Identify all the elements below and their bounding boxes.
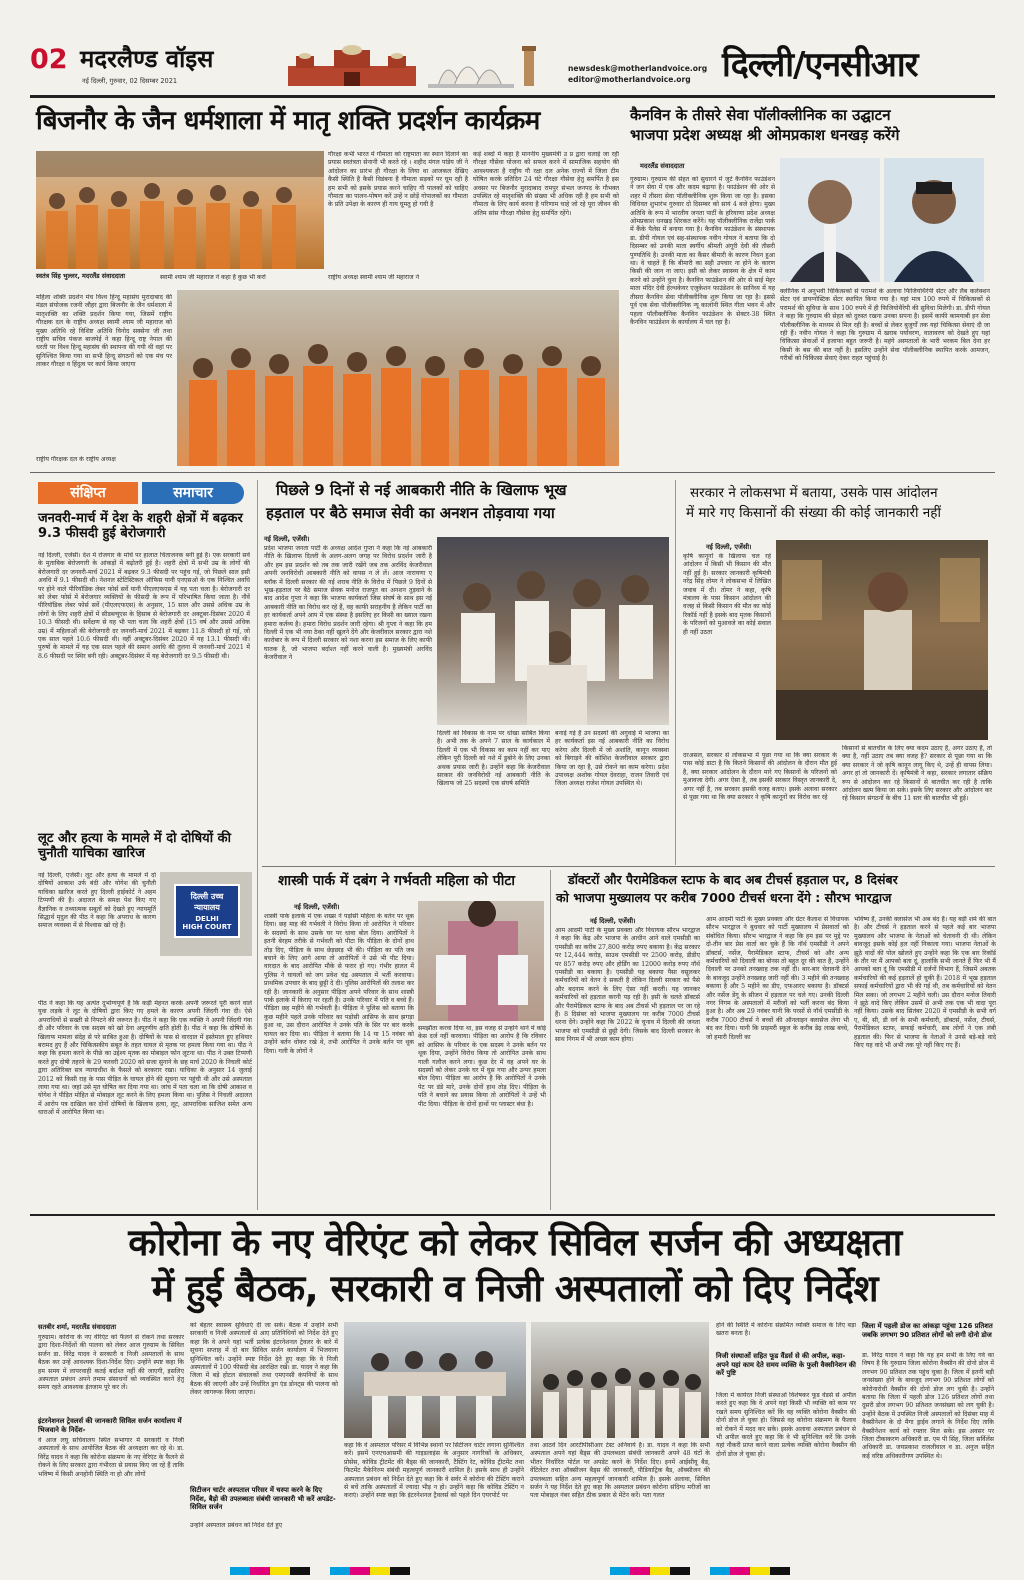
- lead-col2b: उन्होंने अस्पताल प्रबंधन को निर्देश देते हुए: [190, 1522, 283, 1529]
- brief-text-2a: नई दिल्ली, एजेंसी। लूट और हत्या के मामले में दो दोषियों आकाश उर्फ बंदी और योगेश की चुनौती याचिका खारिज करते हुए दिल्ली हाईकोर्ट ने अहम टिप्पणी की है। अदालत के समक्ष पेश किए गए वैज्ञानिक व तथ्यात्मक सबूतों को देखते हुए न्यायमूर्ति सिद्धार्थ मृदुल की पीठ ने कहा कि अपराध के कारण समाज व्यवस्था में से विश्वास खो रहे हैं।: [38, 872, 156, 930]
- story5-photo: [418, 901, 544, 1021]
- story1-photo-caption: स्वामी श्याम जी महाराज ने कहा है कुछ भी करो: [160, 274, 266, 281]
- page-number: 02: [30, 44, 68, 75]
- lead-sub4: जिला में पहली डोज का आंकड़ा पहुंचा 126 प्रतिशत जबकि लगभग 90 प्रतिशत लोगों को लगी दोनो डोज: [862, 1322, 993, 1339]
- story4-photo: [776, 540, 988, 740]
- lead-col1: गुरुग्राम। कोरोना के नए वेरिएंट को फैलने से रोकने तथा सरकार द्वारा दिशा-निर्देशों की पालना को लेकर आज गुरुग्राम के सिविल सर्जन डा. विरेंद्र यादव ने सरकारी व निजी अस्पतालों के साथ बैठक कर उन्हें आवश्यक दिशा-निर्देश दिए। उन्होंने स्पष्ट कहा कि हम समय में लापरवाही कतई बर्दाश्त नहीं की जाएगी, इसलिए अस्पताल प्रबंधन अपने तमाम संसाधनों को व्यवस्थित करने हेतु समय रहते आवश्यक इंतजाम पूरे कर लें।: [38, 1334, 184, 1392]
- divider-2: [262, 866, 995, 867]
- story1-byline: स्वतंत्र सिंह भुल्लर, मदरलैंड संवाददाता: [36, 272, 126, 280]
- story1-col2: कड़े शब्दों में कहा है माननीय मुख्यमंत्री उ प्र द्वारा चलाई जा रही गौरक्षा गौसेवा योजना को सफल करने में सामाजिक सहयोग की आवश्यकता है राष्ट्रीय गौ रक्षा दल अनेक राज्यों में जिला टीम घोषित करके प्रतिदिन 24 घंटे गौरक्षा गौसेवा हेतु समर्पित है इस अवसर पर बिजनौर मुरादाबाद रामपुर संभल जनपद के गौभक्त उपस्थित रहे मातृशक्ति की संख्या भी अधिक रही है हम सभी को गौमाता के लिए कार्य करना है परिणाम चाहे जो रहे पूरा जीवन की अंतिम सांस गौरक्षा गौसेवा हेतु समर्पित रहेंगे।: [473, 151, 619, 217]
- registration-bar: [230, 1560, 790, 1568]
- story6-col1: आम आदमी पार्टी के मुख्य प्रवक्ता और विधायक सौरभ भारद्वाज ने कहा कि केंद्र और भाजपा के आधीन आने वाले एमसीडी का एमसीडी का करीब 27,800 करोड़ रुपए बकाया है। केंद्र सरकार पर 12,444 करोड़, साउथ एमसीडी पर 2500 करोड़, डीडीए पर 857 करोड़ रुपए और होर्डिंग का 12000 करोड़ रुपए नॉर्थ एमसीडी का बकाया है। एमसीडी यह बकाया पैसा वसूलकर कर्मचारियों को वेतन दे सकती है लेकिन दिल्ली सरकार को पैसे और बदनाम करने के लिए ऐसा नहीं करती। यह जानकर कर्मचारियों को हड़ताल करनी पड़ रही है। इसी के चलते डॉक्टर्स और पैरामेडिकल स्टाफ के बाद अब टीचर्स भी हड़ताल पर जा रहे हैं। 8 दिसंबर को भाजपा मुख्यालय पर करीब 7000 टीचर्स धरना देंगे। उन्होंने कहा कि 2022 के चुनाव में दिल्ली की जनता भाजपा को एमसीडी से छुट्टी देगी। जिसके बाद दिल्ली सरकार के साथ निगम में भी अच्छा काम होगा।: [555, 927, 700, 1044]
- court-sign-hindi-2: न्यायालय: [194, 903, 220, 912]
- brief-tag-1: संक्षिप्त: [38, 482, 138, 504]
- brief-tag-2: समाचार: [142, 482, 244, 504]
- lead-headline2: में हुई बैठक, सरकारी व निजी अस्पतालों को दिए निर्देश: [151, 1267, 879, 1310]
- story1-headline: बिजनौर के जैन धर्मशाला में मातृ शक्ति प्रदर्शन कार्यक्रम: [36, 106, 540, 136]
- lead-col1b: वे आज लघु सचिवालय स्थित सभागार में सरकारी व निजी अस्पतालों के साथ आयोजित बैठक की अध्यक्षता कर रहे थे। डा. विरेंद्र यादव ने कहा कि कोरोना संक्रमण के नए वेरिएंट के फैलने से रोकने के लिए सरकार द्वारा गंभीरता से प्रयास किए जा रहे हैं ताकि भविष्य में किसी अनहोनी स्थिति ना हो और लोगों: [38, 1437, 184, 1478]
- story3-headline2: हड़ताल पर बैठे समाज सेवी का अनशन तोड़वाया गया: [266, 504, 555, 522]
- lead-col4: तथा आठवें दिन आरटीपीसीआर टेस्ट अनिवार्य है। डा. यादव ने कहा कि सभी अस्पताल अपने यहां बैड्स की उपलब्धता संबंधी जानकारी अपने 48 घंटों के भीतर निर्धारित पोर्टल पर अपडेट करने के निर्देश दिए। इनमें आईसीयू बैड, वेंटिलेटर तथा ऑक्सीजन बैड्स की जानकारी, पीडियाट्रिक बैड, ऑक्सीजन की उपलब्धता सहित अन्य महत्वपूर्ण जानकारी शामिल है। इसके अलावा, सिविल सर्जन ने यह निर्देश देते हुए कहा कि अस्पताल प्रबंधन कोरोना संदिग्ध मरीजों का पता मोबाइल नंबर सहित ठीक प्रकार से मेंटेन करें। पता गलत: [530, 1442, 710, 1500]
- story1-photo-top: [36, 151, 324, 269]
- story5-col1: शास्त्री पार्क इलाके में एक शख्स ने पड़ोसी महिला के बर्तन पर थूक दिया। छह माह की गर्भवती ने विरोध किया तो आरोपित ने परिवार के सदस्यों के साथ उसके घर पर धावा बोल दिया। आरोपितों ने इतनी बेरहम तरीके से गर्भवती को पीटा कि पीड़िता के दोनों हाथ तोड़ दिए, पीड़िता के साथ छेड़छाड़ भी की। पीड़िता का पति जब बचाने के लिए आगे आया तो आरोपितों ने उसे भी पीट दिया। वारदात के बाद आरोपित मौके से फरार हो गए। गंभीर हालत में पुलिस ने घायलों को जग प्रवेश चंद्र अस्पताल में भर्ती करवाया। प्राथमिक उपचार के बाद छुट्टी दे दी। पुलिस आरोपितों की तलाश कर रही है। जानकारी के अनुसार पीड़िता अपने परिवार के साथ शास्त्री पार्क इलाके में किराए पर रहती है। उनके परिवार में पति व बच्चे हैं। पीड़िता छह महीने की गर्भवती है। पीड़िता ने पुलिस को बताया कि कुछ महीने पहले उनके परिवार का पड़ोसी आसिफ के साथ झगड़ा हुआ था, उस दौरान आरोपित ने उनके पति के सिर पर बार करके घायल कर दिया था। पीड़िता ने बताया कि 14 या 15 नवंबर को उन्होंने बर्तन धोकर रखे थे, तभी आरोपित ने उनके बर्तन पर थूक दिया। गली के लोगों ने: [264, 913, 414, 1055]
- masthead: [30, 38, 995, 94]
- brief-divider: [257, 480, 258, 1210]
- lead-sub1: इंटरनेशनल ट्रेवलर्स की जानकारी सिविल सर्जन कार्यालय में भिजवाने के निर्देश-: [38, 1417, 182, 1434]
- story4-byline: नई दिल्ली, एजेंसी।: [706, 543, 752, 551]
- story3-photo: [437, 537, 669, 725]
- court-sign-hindi-1: दिल्ली उच्च: [190, 892, 224, 901]
- story3-divider: [675, 480, 676, 865]
- story6-headline2: को भाजपा मुख्यालय पर करीब 7000 टीचर्स धरना देंगे : सौरभ भारद्वाज: [556, 890, 892, 905]
- story2-photo-1: [780, 158, 880, 282]
- story4-headline1: सरकार ने लोकसभा में बताया, उसके पास आंदोलन: [690, 485, 938, 501]
- section-title: दिल्ली/एनसीआर: [722, 45, 918, 85]
- story5-headline: शास्त्री पार्क में दबंग ने गर्भवती महिला को पीटा: [278, 873, 516, 889]
- editor-email[interactable]: editor@motherlandvoice.org: [568, 75, 691, 84]
- story1-left-tail: राष्ट्रीय गौरक्षक दल के राष्ट्रीय अध्यक्ष: [36, 456, 116, 463]
- brief-text-1: नई दिल्ली, एजेंसी। देश में रोजगार के मोर्चे पर हालात चिंताजनक बनी हुई है। एक सरकारी सर्वे के मुताबिक बेरोजगारी के आंकड़ों में बढ़ोतरी हुई है। शहरी क्षेत्रों में सभी उम्र के लोगों की बेरोजगारी दर जनवरी-मार्च 2021 में बढ़कर 9.3 फीसदी पर पहुंच गई, जो पिछले साल इसी अवधि में 9.1 फीसदी थी। नेशनल स्टेटिस्टिकल ऑफिस यानी एनएसओ के एक निश्चित अवधि पर होने वाले पीरियॉडिक लेबर फोर्स सर्वे यानी पीएलएफएस में यह पता चला है। बेरोजगारी दर को लेबर फोर्स में बेरोजगार व्यक्तियों के फीसदी के रूप में परिभाषित किया जाता है। नौवें पीरियॉडिक लेबर फोर्स सर्वे (पीएलएफएस) के अनुसार, 15 साल और उससे अधिक उम्र के लोगों के लिए शहरी क्षेत्रों में सीडब्ल्यूएस के हिसाब से बेरोजगारी दर अक्टूबर-दिसंबर 2020 में 10.3 फीसदी थी। सर्वेक्षण से यह भी पता चला कि शहरी क्षेत्रों (15 वर्ष और उससे अधिक उम्र) में महिलाओं की बेरोजगारी दर जनवरी-मार्च 2021 में बढ़कर 11.8 फीसदी हो गई, जो एक साल पहले 10.6 फीसदी थी। वहीं अक्टूबर-दिसंबर 2020 में यह 13.1 फीसदी थी। पुरुषों के मामले में यह एक साल पहले की समान अवधि की तुलना में जनवरी-मार्च 2021 में 8.6 फीसदी पर स्थिर बनी रही। अक्टूबर-दिसंबर में यह बेरोजगारी दर 9.5 फीसदी थी।: [38, 552, 250, 660]
- story1-left-col: महिला शक्ति प्रदर्शन मंच विश्व हिन्दू महासंघ मुरादाबाद की मंडल संयोजक रजनी जौहर द्वारा बिजनौर के जैन धर्मशाला में मातृशक्ति का शक्ति प्रदर्शन किया गया, जिसमें राष्ट्रीय गौरक्षक दल के राष्ट्रीय अध्यक्ष स्वामी श्याम जी महाराज को मुख्य अतिथि रहे विशिष्ट अतिथि विनोद सक्सेना जी तथा राष्ट्रीय सचिव पंकज बाजपेई ने कहा हिन्दू राष्ट्र नेपाल की धरती पर विश्व हिन्दू महासंघ की स्थापना की गयी थी वहां पर सुनिश्चित किया गया था सभी हिन्दू संगठनों को एक मंच पर लाकर गौरक्षा व हिंदुत्व पर कार्य किया जाएगा: [36, 294, 172, 369]
- dateline: नई दिल्ली, गुरुवार, 02 दिसम्बर 2021: [82, 77, 178, 85]
- lead-photo-2: [531, 1322, 709, 1438]
- brief-headline-2: लूट और हत्या के मामले में दो दोषियों की चुनौती याचिका खारिज: [38, 831, 231, 861]
- court-photo: [160, 872, 252, 956]
- story5-divider: [550, 870, 551, 1210]
- lead-col6: डा. विरेंद्र यादव ने कहा कि यह हम सभी के लिए गर्व का विषय है कि गुरुग्राम जिला कोरोना वैक्सीन की दोनो डोज में लगभग 90 प्रतिशत तक पहुंच चुका है। जिला में इतनी बड़ी जनसंख्या होने के बावजूद लगभग 90 प्रतिशत लोगों को कोरोनारोधी वैक्सीन की दोनो डोज लग चुकी है। उन्होंने बताया कि जिला में पहली डोज 126 प्रतिशत लोगों तथा दूसरी डोज लगभग 90 प्रतिशत जनसंख्या को लग चुकी है। उन्होंने बैठक में उपस्थित निजी अस्पतालों को दिसंबर माह में वैक्सीनेशन के दो मैगा ड्राईव लगाने के निर्देश दिए ताकि वैक्सीनेशन कार्य को रफ्तार मिल सके। इस अवसर पर जिला टीकाकरण अधिकारी डा. एम पी सिंह, जिला सर्विलेंस अधिकारी डा. जयप्रकाश राजलीवाल व डा. अनुज सहित कई वरिष्ठ अधिकारीगण उपस्थित थे।: [862, 1352, 994, 1460]
- story6-byline: नई दिल्ली, एजेंसी।: [590, 917, 636, 925]
- story6-col3: भविष्य हैं, उनकी क्लासेज भी अब बंद हैं। यह बड़ी शर्म की बात है। और टीचर्स ने हड़ताल करने से पहले कई बार भाजपा मुख्यालय और भाजपा के नेताओं को चेतावनी दी थी। लेकिन बावजूद इसके कोई हल नहीं निकाला गया। भाजपा नेताओं के झूठे वादों की पोल खोलते हुए उन्होंने कहा कि एक बार रिकॉर्ड के तौर पर मैं आपको बता दूं, हालांकि सभी जानते हैं फिर भी मैं आपको बता दूं कि एमसीडी में दर्जनों विभाग हैं, जिसमें अबतक कर्मचारियों की कई हड़तालें हो चुकी हैं। 2018 में भूख हड़ताल सफाई कर्मचारियों द्वारा भी की गई थी, तब कर्मचारियों को वेतन मिल सका। जो लगभग 2 महीने चली। उस दौरान मनोज तिवारी ने झूठे वादे किए लेकिन उसमें से अभी तक एक भी वादा पूरा नहीं किया। उसके बाद सितंबर 2020 में एमसीडी के सभी वर्ग ए, बी, सी, डी वर्ग के सभी कर्मचारी, डॉक्टर्स, नर्सेज, टीचर्स, पैरामेडिकल स्टाफ, सफाई कर्मचारी, सब लोगों ने एक लंबी हड़ताल की। फिर से भाजपा के नेताओं ने उनसे बड़े-बड़े वादे किए यह वादे भी अभी तक पूरे नहीं किए गए हैं।: [854, 916, 996, 1050]
- court-sign: [174, 884, 240, 938]
- lead-byline: सतबीर शर्मा, मदरलैंड संवाददाता: [38, 1323, 117, 1331]
- story5-col2: समझौता करवा दिया था, इस वजह से उन्होंने थाने में कोई केस दर्ज नहीं करवाया। पीड़िता का आरोप है कि रविवार को आसिफ के परिवार के एक सदस्य ने उनके बर्तन पर थूक दिया, उन्होंने विरोध किया तो आरोपित उनके साथ गाली गलौज करने लगा। कुछ देर में वह अपने घर के सदस्यों को लेकर उनके घर में घुस गया और उन्पर हमला बोल दिया। पीड़िता का आरोप है कि आरोपितों ने उनके पेट पर डंडे मारे, उनके दोनों हाथ तोड़ दिए। पीड़िता के पति ने बचाने का प्रयास किया तो आरोपितों ने उन्हें भी पीट दिया। पीड़िता के दोनों हाथों पर प्लास्टर बंधा है।: [418, 1025, 546, 1108]
- divider-3: [30, 1214, 995, 1216]
- story2-col2: क्लीनिक में अनुभवी चिकित्सकों से परामर्श के अलावा फिजियोथैरेपी सेंटर और लैब कलेक्शन सेंटर एवं डायग्नोस्टिक सेंटर स्थापित किया गया है। यहां मात्र 100 रुपये में चिकित्सकों से परामर्श की सुविधा के साथ 100 रुपये में ही फिजियोथैरेपी की सुविधा मिलेगी। डा. डीपी गोयल ने कहा कि गुरुग्राम की सेहत को दुरुस्त रखना उनका सपना है। इसमें काफी कामयाबी इन सेवा पॉलीक्लीनिक के माध्यम से मिल रही है। बच्चों से लेकर बुजुर्गों तक यहां चिकित्सा सेवाएं दी जा रही हैं। नवीन गोयल ने कहा कि गुरुग्राम में खराब पर्यावरण, वातावरण को देखते हुए यहां चिकित्सा सेवाओं में इजाफा बहुत जरूरी है। महंगे अस्पतालों के भारी भरकम बिल देना हर किसी के बस की बात नहीं है। इसलिए उन्होंने सेवा पॉलीक्लीनिक स्थापित करके आमजन, गरीबों को चिकित्सा सेवाएं देकर राहत पहुंचाई है।: [780, 288, 990, 363]
- story1-col1: गौरक्षा कभी भारत में गौमाता को राष्ट्रमाता का स्थान दिलाने का प्रयास स्वतंत्रता सेनानी भी करते रहे । शहीद मंगल पांडेय जी ने आंदोलन का प्रारंभ ही गौरक्षा के लिया था आजकल देखिए कैसी स्थिति है कैसी विडंबना है गौमाता सड़कों पर घूम रही है हम सभी को इसके प्रयास करने चाहिए गौ पालकों को चाहिए गौमाता का पालन-पोषण करें उन्हें न छोड़ें गोपालकों का गौमाता के प्रति उपेक्षा के कारण ही गाय घूमतु हो गयी है: [328, 151, 468, 209]
- story2-byline: मदरलैंड संवाददाता: [640, 162, 685, 170]
- brief-headline-1: जनवरी-मार्च में देश के शहरी क्षेत्रों में बढ़कर 9.3 फीसदी हुई बेरोजगारी: [38, 511, 243, 541]
- lead-sub3: निजी संस्थाओं सहित फूड वैंडर्स से की अपील, कहा-अपने यहां काम देते समय व्यक्ति के फुली वैक्सीनेशन की करें पुष्टि: [716, 1352, 856, 1378]
- story1-subline: राष्ट्रीय अध्यक्ष स्वामी श्याम जी महाराज ने: [328, 274, 420, 281]
- story2-photo-2: [884, 158, 984, 282]
- story5-byline: नई दिल्ली, एजेंसी।: [294, 903, 340, 911]
- divider-1: [30, 472, 995, 473]
- story4-headline2: में मारे गए किसानों की संख्या की कोई जानकारी नहीं: [686, 505, 941, 521]
- story4-col2: दरअसल, सरकार से लोकसभा में पूछा गया था कि क्या सरकार के पास कोई डाटा है कि कितने किसानों की आंदोलन के दौरान मौत हुई है, क्या सरकार आंदोलन के दौरान मारे गए किसानों के परिजनों को मुआवजा देगी। अगर ऐसा है, तब इसकी सरकार विस्तृत जानकारी दे, अगर नहीं है, तब सरकार इसकी वजह बताए। इसके अलावा सरकार से पूछा गया था कि क्या सरकार ने कृषि कानूनों का विरोध कर रहे: [683, 752, 837, 802]
- brief-tag: [38, 482, 244, 504]
- story4-col1: कृषि कानूनों के खिलाफ चल रहे आंदोलन में किसी भी किसान की मौत नहीं हुई है। सरकार जानकारी कृषिमंत्री नरेंद्र सिंह तोमर ने लोकसभा में लिखित जवाब में दी। तोमर ने कहा, कृषि मंत्रालय के पास किसान आंदोलन की वजह से किसी किसान की मौत का कोई रिकॉर्ड नहीं है इसके बाद मृतक किसानों के परिजनों को मुआवजे का कोई सवाल ही नहीं उठता: [683, 553, 771, 636]
- lead-col2: को बेहतर स्वास्थ्य सुविधाएं दी जा सकें। बैठक में उन्होंने सभी सरकारी व निजी अस्पतालों से आए प्रतिनिधियों को निर्देश देते हुए कहा कि वे अपने यहां भर्ती प्रत्येक इंटरनेशनल ट्रेवलर के बारे में सूचना सप्ताह में दो बार सिविल सर्जन कार्यालय में भिजवाना सुनिश्चित करें। उन्होंने स्पष्ट निर्देश देते हुए कहा कि वे निजी अस्पतालों में 100 फीसदी बेड आरक्षित रखें। डा. यादव ने कहा कि जिला में बड़े होटल संचालकों तथा एमएनसी कंपनियों के साथ बैठक की जाएगी और उन्हें निर्धारित ड्रग एंड डोनट्स की पालना को लेकर जागरूक किया जाएगा।: [190, 1322, 338, 1397]
- story3-col3: बनाई गई है उन सदस्यों की अगुवाई में भाजपा का हर कार्यकर्ता इस नई आबकारी नीति का विरोध करेगा और दिल्ली में जो अशांति, कानून व्यवस्था को बिगाड़ने की कोशिश केजरीवाल सरकार द्वारा किया जा रहा है, उसे रोकने का काम करेगा। प्रदेश उपाध्यक्ष अशोक गोयल देवराहा, राजन तिवारी एवं जिला अध्यक्ष राजेश गोयल उपस्थित थे।: [555, 730, 669, 788]
- story3-col1: प्रदेश भाजपा जनता पार्टी के अध्यक्ष आदेश गुप्ता ने कहा कि नई आबकारी नीति के खिलाफ दिल्ली के अलग-अलग जगह पर विरोध प्रदर्शन जारी है और हम इस प्रदर्शन को तब तक जारी रखेंगे जब तक अरविंद केजरीवाल अपनी जनविरोधी आबकारी नीति को वापस न ले लें। आज नारायणा ए ब्लॉक में दिल्ली सरकार की नई शराब नीति के विरोध में पिछले 9 दिनों से भूख-हड़ताल पर बैठे समाज सेवक मनोज राजपूत का अनशन तुड़वाने के बाद आदेश गुप्ता ने कहा कि भाजपा कार्यकर्ता जिस संघर्ष के साथ इस नई आबकारी नीति का विरोध कर रहे हैं, वह काफी सराहनीय है लेकिन पार्टी का हर कार्यकर्ता अपने आप में एक संस्था है इसलिए हर किसी का ख्याल रखना हमारा कर्तव्य है। हमारा विरोध प्रदर्शन जारी रहेगा। श्री गुप्ता ने कहा कि हम दिल्ली में एक भी नया ठेका नहीं खुलने देंगे और केजरीवाल सरकार द्वारा नशे कारोबार के रूप में दिल्ली सरकार को नशा करना इस समाज के लिए काफी घातक है, जो भाजपा बर्दाश्त नहीं करने वाली है। मुख्यमंत्री अरविंद केजरीवाल ने: [264, 545, 432, 662]
- lead-col3: कहा कि वे अस्पताल परिसर में विभिन्न स्थानों पर सिटीजन चार्टर लगाना सुनिश्चित करें। इसमें एनएचआसमी की गाइडलाइंस के अनुसार नागरिकों के अधिकार, प्रोसेस, कोविड ट्रीटमेंट की बैड्स की जानकारी, टैस्टिंग रेट, कोविड ट्रीटमेंट तथा फिटमेंट मैकेनिज्म संबंधी महत्वपूर्ण जानकारी शामिल है। इसके साथ ही उन्होंने अस्पताल प्रबंधन को निर्देश देते हुए कहा कि वे सर्वर में कोरोना की टेस्टिंग कराने से बचें ताकि अस्पतालों में ज्यादा भीड़ न हो। उन्होंने कहा कि कोविड टेस्टिंग न कराएं। उन्होंने स्पष्ट कहा कि इंटरनेशनल ट्रैवलर्स को पहले दिन एयरपोर्ट पर: [344, 1442, 524, 1500]
- brief-text-2b: पीठ ने कहा कि यह अत्यंत दुर्भाग्यपूर्ण है कि कड़ी मेहनत करके अपनी जरूरतें पूरी करने वाले युवा लड़के ने लूट के दोषियों द्वारा किए गए हमले के कारण अपनी जिंदगी गंवा दी। ऐसे अपराधियों से सख्ती से निपटने की जरूरत है। पीठ ने कहा कि एक व्यक्ति ने अपनी जिंदगी गंवा दी और परिवार के एक सदस्य को खो देना अपूरणीय क्षति होती है। पीठ ने कहा कि दोषियों के खिलाफ मामला संदेह से परे साबित हुआ है। दोषियों के पास से वारदात में इस्तेमाल हुए हथियार बरामद हुए हैं और चिकित्सकीय सबूत के तहत घायल से मृतक पर हमला किया गया था। पीठ ने कहा कि हमला करने के पीछे का उद्देश्य मृतक का मोबाइल फोन लूटना था। पीठ ने उक्त टिप्पणी करते हुए दोषी तहरने के 29 फरवरी 2020 को सजा सुनाने के छह मार्च 2020 के निचली कोर्ट द्वारा अतिरिक्त सत्र न्यायाधीश के फैसले को बरकरार रखा। याचिका के अनुसार 14 जुलाई 2012 को किसी राह के पास पीड़ित के घायल होने की सूचना पर पहुंची थी और उसे अस्पताल लाया गया था। जहां उसे मृत घोषित कर दिया गया था। जांच में पता चला था कि दोषी आकाश व योगेश ने पीड़ित मोहित से मोबाइल लूट करने के लिए हमला किया था। पुलिस ने निचली अदालत में आरोप पत्र दाखिल कर दोनों दोषियों के खिलाफ हत्या, लूट, आपराधिक साजिश समेत अन्य धाराओं में आरोपित किया था।: [38, 1000, 252, 1117]
- story4-col3: किसानों से बातचीत के लिए क्या कदम उठाए हैं, अगर उठाए हैं, तो क्या है, नहीं उठाए तब क्या वजह है? सरकार से पूछा गया था कि क्या सरकार ने जो कृषि कानून लागू किए थे, उन्हें ही वापस लिया। अगर हां तो जानकारी दें। कृषिमंत्री ने कहा, सरकार लगातार संक्रिय रूप से आंदोलन कर रहे किसानों से बातचीत कर रही है ताकि आंदोलन खत्म किया जा सके। इसके लिए सरकार और आंदोलन कर रहे किसान संगठनों के बीच 11 स्तर की बातचीत भी हुई।: [842, 745, 992, 803]
- story3-headline1: पिछले 9 दिनों से नई आबकारी नीति के खिलाफ भूख: [276, 481, 567, 499]
- story2-headline2: भाजपा प्रदेश अध्यक्ष श्री ओमप्रकाश धनखड़ करेंगे: [630, 126, 900, 144]
- lead-col5b: जिला में कार्यरत निजी संस्थाओं विशेषकर फूड वेंडर्स से अपील करते हुए कहा कि वे अपने यहां किसी भी व्यक्ति को काम पर रखते समय सुनिश्चित करें कि वह व्यक्ति कोरोना वैक्सीन की दोनों डोज ले चुका हो। जिससे वह कोरोना संक्रमण के फैलाव को रोकने में मदद कर सके। इसके अलावा अस्पताल प्रबंधन से भी अपील करते हुए कहा कि वे भी सुनिश्चित करें कि उनके यहां नौकरी प्राप्त करने वाला प्रत्येक व्यक्ति कोरोना वैक्सीन की दोनों डोज ले चुका हो।: [716, 1392, 856, 1458]
- masthead-rule: [30, 95, 995, 98]
- paper-name: मदरलैण्ड वॉइस: [80, 44, 214, 73]
- court-sign-en-1: DELHI: [195, 915, 219, 923]
- story3-byline: नई दिल्ली, एजेंसी।: [264, 535, 310, 543]
- story3-col2: दिल्ली को विकास के नाम पर धोखा साबित किया है। अभी तक के अपने 7 साल के कार्यकाल में दिल्ली में एक भी विकास का काम नहीं कर पाए लेकिन पूरी दिल्ली को नशे में डुबोने के लिए उनका अथक प्रयास जारी है। उन्होंने कहा कि केजरीवाल सरकार की जनविरोधी नई आबकारी नीति के खिलाफ जो 25 सदस्यों एक संघर्ष समिति: [437, 730, 550, 788]
- story2-col1: गुरुग्राम। गुरुग्राम की सेहत को सुधारने में जुटे कैनविन फाउंडेशन ने जन सेवा में एक और कदम बढ़ाया है। फाउंडेशन की ओर से शहर में तीसरा सेवा पॉलीक्लीनिक शुरू किया जा रहा है। इसका विधिवत शुभारंभ गुरुवार दो दिसम्बर को सायं 4 बजे होगा। मुख्य अतिथि के रूप में भारतीय जनता पार्टी के हरियाणा प्रदेश अध्यक्ष ओमप्रकाश धनखड़ शिरकत करेंगे। यह पॉलीक्लीनिक राजेंद्रा पार्क में कैंके पैलेस में बनाया गया है। कैनविन फाउंडेशन के संस्थापक डा. डीपी गोयल एवं सह-संस्थापक नवीन गोयल ने बताया कि दो दिसम्बर को उनकी माता स्वर्गीय श्रीमती अंगूरी देवी की तीसरी पुण्यतिथि है। उनकी माता का कैंसर बीमारी के कारण निधन हुआ था। वे चाहते हैं कि बीमारी का सही उपचार ना होने के कारण किसी की जान ना जाए। इसी को लेकर स्वास्थ्य के क्षेत्र में काम करने को उन्होंने चुना है। कैनविन फाउंडेशन की ओर से साई मेहर माता मंदिर देवी हेल्थकेयर एजुकेशन फाउंडेशन के सानिध्य में यह तीसरा कैनविन सेवा पॉलीक्लीनिक शुरू किया जा रहा है। इससे पूर्व एक सेवा पॉलीक्लीनिक न्यू कालोनी स्थित गीता भवन में और पहला पॉलीक्लीनिक कैनविन फाउंडेशन के सेक्टर-38 स्थित कैनविन फाउंडेशन के कार्यालय में चल रहा है।: [630, 176, 775, 326]
- story6-col2: आम आदमी पार्टी के मुख्य प्रवक्ता और ग्रेटर कैलाश से विधायक सौरभ भारद्वाज ने बुधवार को पार्टी मुख्यालय में प्रेसवार्ता को संबोधित किया। सौरभ भारद्वाज ने कहा कि हम इस पर मुद्दे पर दो-तीन बार प्रेस वार्ता कर चुके हैं कि नॉर्थ एमसीडी ने अपने डॉक्टर्स, नर्सेज, पैरामेडिकल स्टाफ, टीचर्स को और अन्य कर्मचारियों को दिवाली का बोनस तो बहुत दूर की बात है, उन्होंने दिवाली पर उनको तनख्वाह तक नहीं दी। बार-बार चेतावनी देने के बावजूद उन्होंने तनख्वाह जारी नहीं की। 3 महीने की तनख्वाह बकाया है और 5 महीने का डीए, एफआरए बकाया है। डॉक्टर्स और नर्सेज डेंगू के सीजन में हड़ताल पर चले गए। उनकी दिल्ली नगर निगम के अस्पतालों में मरीजों को भर्ती करना बंद किया हुआ है। और अब 29 नवंबर यानी कि परसों से नॉर्थ एमसीडी के करीब 7000 टीचर्स ने बच्चों की ऑनलाइन क्लासेज लेना भी बंद कर दिया। यानी कि प्राइमरी स्कूल के करीब डेढ़ लाख बच्चे, जो हमारी दिल्ली का: [706, 916, 849, 1041]
- story2-headline1: कैनविन के तीसरे सेवा पॉलीक्लीनिक का उद्घाटन: [630, 106, 891, 124]
- court-sign-en-2: HIGH COURT: [182, 923, 232, 931]
- lead-col5: होने की स्थिति में कोरोना संक्रमित व्यक्ति समाज के लिए बड़ा खतरा बनता है।: [716, 1322, 856, 1338]
- lead-photo-1: [344, 1322, 526, 1438]
- lead-sub2: सिटीजन चार्टर अस्पताल परिसर में चस्पा करने के दिए निर्देश, बैड़ो की उपलब्धता संबंधी जानकारी भी करें अपडेट-सिविल सर्जन: [190, 1486, 336, 1512]
- story6-headline1: डॉक्टरों और पैरामेडिकल स्टाफ के बाद अब टीचर्स हड़ताल पर, 8 दिसंबर: [568, 872, 898, 887]
- newsdesk-email[interactable]: newsdesk@motherlandvoice.org: [568, 64, 708, 73]
- monument-illustration: [288, 44, 550, 90]
- story1-photo-group: [177, 290, 619, 466]
- lead-headline1: कोरोना के नए वेरिएंट को लेकर सिविल सर्जन की अध्यक्षता: [128, 1221, 902, 1264]
